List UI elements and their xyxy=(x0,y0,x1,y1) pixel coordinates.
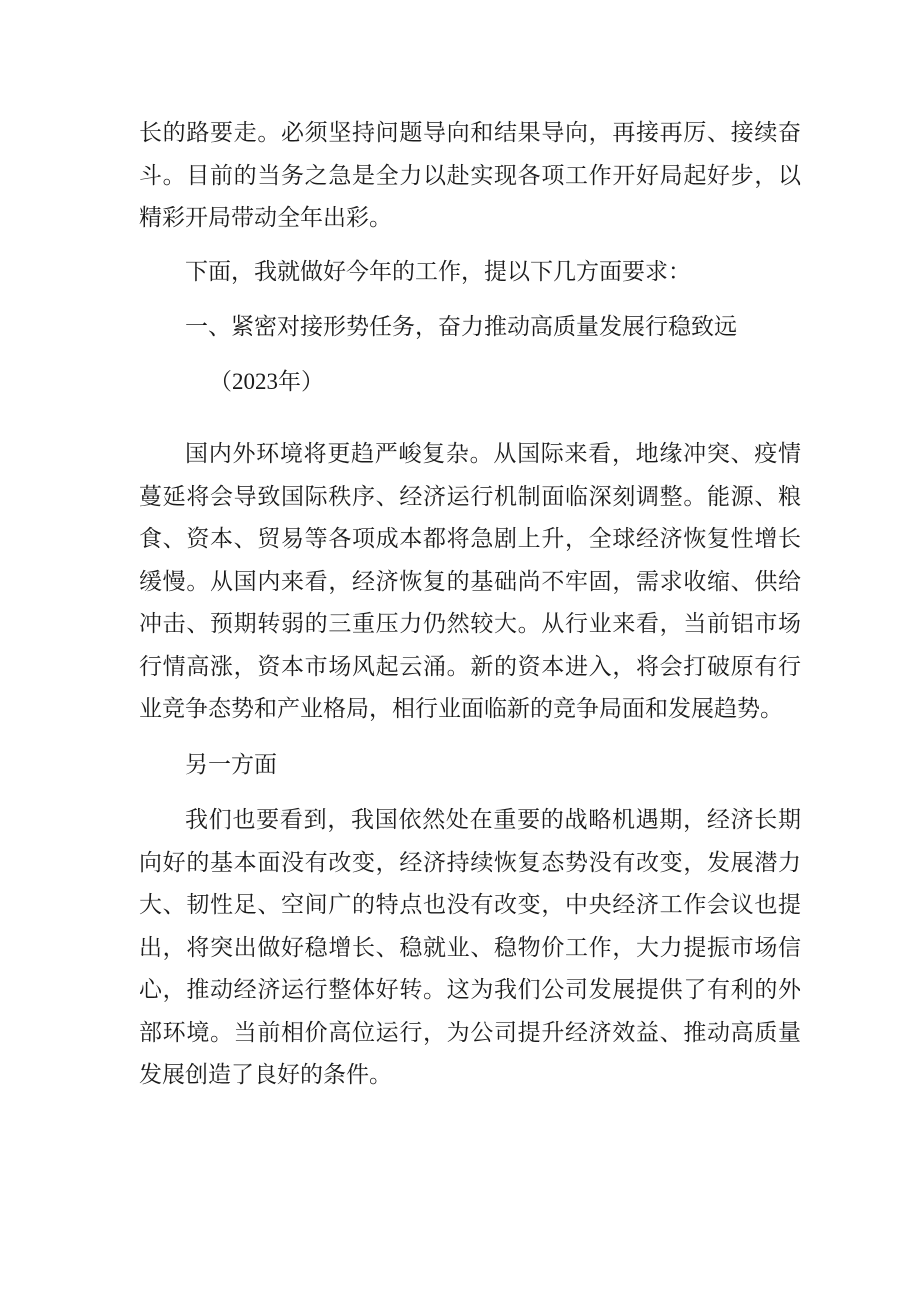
section-heading: 一、紧密对接形势任务，奋力推动高质量发展行稳致远 xyxy=(185,314,737,340)
paragraph-intro: 下面，我就做好今年的工作，提以下几方面要求： xyxy=(185,258,691,285)
year-note: （2023年） xyxy=(209,368,324,394)
document-body xyxy=(139,112,801,1097)
paragraph-continuation: 长的路要走。必须坚持问题导向和结果导向，再接再厉、接续奋斗。目前的当务之急是全力以赴实现各项工作开好局起好步，以精彩开局带动全年出彩。 xyxy=(139,120,801,231)
paragraph-subheading: 另一方面 xyxy=(185,751,277,778)
paragraph-environment: 国内外环境将更趋严峻复杂。从国际来看，地缘冲突、疫情蔓延将会导致国际秩序、经济运行机制面临深刻调整。能源、粮食、资本、贸易等各项成本都将急剧上升，全球经济恢复性增长缓慢。从国内来看，经济恢复的基础尚不牢固，需求收缩、供给冲击、预期转弱的三重压力仍然较大。从行业来看，当前铝市场行情高涨，资本市场风起云涌。新的资本进入，将会打破原有行业竞争态势和产业格局，相行业面临新的竞争局面和发展趋势。 xyxy=(139,441,801,722)
paragraph-opportunities: 我们也要看到，我国依然处在重要的战略机遇期，经济长期向好的基本面没有改变，经济持续恢复态势没有改变，发展潜力大、韧性足、空间广的特点也没有改变，中央经济工作会议也提出，将突出做好稳增长、稳就业、稳物价工作，大力提振市场信心，推动经济运行整体好转。这为我们公司发展提供了有利的外部环境。当前相价高位运行，为公司提升经济效益、推动高质量发展创造了良好的条件。 xyxy=(139,807,801,1088)
